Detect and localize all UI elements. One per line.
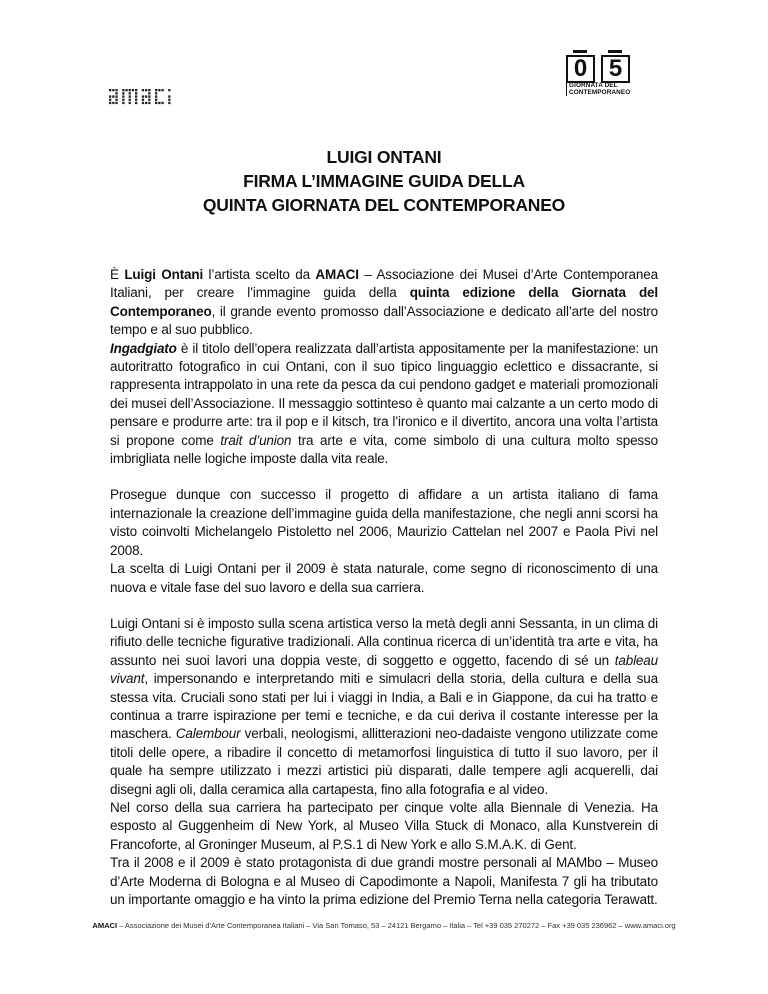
italic-phrase: trait d’union	[220, 432, 292, 448]
paragraph-biography	[110, 615, 658, 799]
text-span: , impersonando e interpretando miti e simulacri della storia, della cultura e della sua stessa vita. Cruciali sono stati per lui i viaggi in India, a Bali e in Giappone, da cui ha tratto e continua a trarre ispirazione per temi e tecniche, e da cui deriva il costante interesse per la maschera.	[110, 671, 658, 742]
italic-phrase: Calembour	[175, 726, 241, 742]
title-line: FIRMA L’IMMAGINE GUIDA DELLA	[243, 171, 525, 191]
giornata-badge	[563, 42, 639, 99]
text-span: tra arte e vita, come simbolo di una cultura molto spesso imbrigliata nelle logiche imposte dalla vita reale.	[110, 432, 658, 467]
footer-org: AMACI	[92, 921, 118, 930]
article-body	[110, 266, 658, 909]
badge-top-bar	[608, 50, 622, 53]
badge-digit-zero: 0	[566, 55, 595, 83]
press-release-title	[0, 145, 768, 217]
italic-phrase: tableau vivant	[110, 652, 658, 687]
amaci-logo	[108, 84, 192, 106]
badge-caption-line: GIORNATA DEL	[569, 82, 618, 89]
title-line: LUIGI ONTANI	[326, 147, 442, 167]
paragraph-artwork	[110, 340, 658, 469]
text-span: , il grande evento promosso dall’Associazione e dedicato all’arte del nostro tempo e al suo pubblico.	[110, 303, 658, 338]
artwork-title: Ingadgiato	[110, 340, 177, 356]
title-line: QUINTA GIORNATA DEL CONTEMPORANEO	[202, 195, 566, 215]
edition-name: quinta edizione della Giornata del Contemporaneo	[110, 285, 658, 319]
page-footer	[0, 921, 768, 931]
badge-digit-five: 5	[601, 55, 630, 83]
org-name: AMACI	[315, 267, 359, 282]
footer-address: – Associazione dei Musei d’Arte Contemporanea Italiani – Via San Tomaso, 53 – 24121 Bergamo – Italia – Tel +39 035 270272 – Fax +39 035 236962 – www.amaci.org	[117, 921, 676, 930]
badge-caption-line: CONTEMPORANEO	[569, 89, 631, 96]
text-span: – Associazione dei Musei d’Arte Contemporanea Italiani, per creare l’immagine guida della	[110, 267, 658, 301]
artist-name: Luigi Ontani	[124, 267, 204, 282]
badge-caption	[566, 82, 640, 96]
paragraph-project: Prosegue dunque con successo il progetto di affidare a un artista italiano di fama internazionale la creazione dell’immagine guida della manifestazione, che negli anni scorsi ha visto coinvolti Michelangelo Pistoletto nel 2006, Maurizio Cattelan nel 2007 e Paola Pivi nel 2008.	[110, 487, 658, 558]
badge-top-bar	[573, 50, 587, 53]
amaci-wordmark-icon	[108, 84, 192, 106]
paragraph-intro	[110, 266, 658, 340]
text-span: è il titolo dell’opera realizzata dall’artista appositamente per la manifestazione: un autoritratto fotografico in cui Ontani, con il suo tipico linguaggio eclettico e dissacrante, si rappresenta intrappolato in una rete da pesca da cui pendono gadget e materiali promozionali dei musei dell’Associazione. Il messaggio sottinteso è quanto mai calzante a un certo modo di pensare e produrre arte: tra il pop e il kitsch, tra l’ironico e il divertito, ancora una volta l’artista si propone come	[110, 340, 658, 448]
paragraph-choice: La scelta di Luigi Ontani per il 2009 è stata naturale, come segno di riconoscimento di una nuova e vitale fase del suo lavoro e della sua carriera.	[110, 561, 658, 595]
text-span: Luigi Ontani si è imposto sulla scena artistica verso la metà degli anni Sessanta, in un clima di rifiuto delle tecniche figurative tradizionali. Alla continua ricerca di un’identità tra arte e vita, ha assunto nei suoi lavori una doppia veste, di soggetto e oggetto, facendo di sé un	[110, 615, 658, 668]
text-span: verbali, neologismi, allitterazioni neo-dadaiste vengono utilizzate come titoli delle opere, a ribadire il concetto di metamorfosi linguistica di tutto il suo lavoro, per il quale ha sempre utilizzato i mezzi artistici più disparati, dalle tempere agli acquerelli, dai disegni agli oli, dalla ceramica alla cartapesta, fino alla fotografia e al video.	[110, 726, 658, 797]
badge-number	[566, 50, 636, 80]
paragraph-recent: Tra il 2008 e il 2009 è stato protagonista di due grandi mostre personali al MAMbo – Museo d’Arte Moderna di Bologna e al Museo di Capodimonte a Napoli, Manifesta 7 gli ha tributato un importante omaggio e ha vinto la prima edizione del Premio Terna nella categoria Terawatt.	[110, 855, 658, 907]
text-span: È	[110, 267, 125, 282]
text-span: l’artista scelto da	[203, 267, 316, 282]
paragraph-exhibitions: Nel corso della sua carriera ha partecipato per cinque volte alla Biennale di Venezia. Ha esposto al Guggenheim di New York, al Museo Villa Stuck di Monaco, alla Kunstverein di Francoforte, al Groninger Museum, al P.S.1 di New York e allo S.M.A.K. di Gent.	[110, 799, 658, 852]
